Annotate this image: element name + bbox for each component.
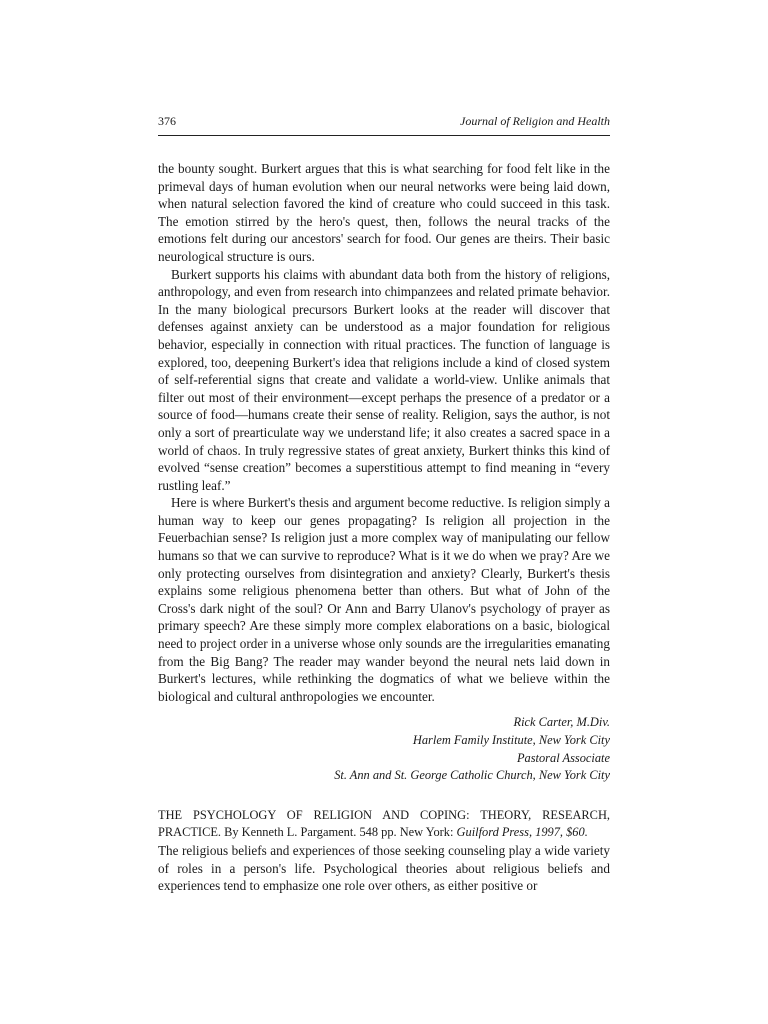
journal-page [158, 0, 610, 1024]
journal-title: Journal of Religion and Health [460, 114, 610, 128]
paragraph-continued: the bounty sought. Burkert argues that this is what searching for food felt like in the primeval days of human evolution when our neural networks were being laid down, when natural selection favored the kind of creature who could succeed in this task. The emotion stirred by the hero's quest, then, follows the neural tracks of the emotions felt during our ancestors' search for food. Our genes are theirs. Their basic neurological structure is ours. [158, 161, 610, 264]
review-heading [158, 807, 610, 842]
reviewer-name: Rick Carter, M.Div. [513, 715, 610, 730]
paragraph: Here is where Burkert's thesis and argument become reductive. Is religion simply a human way to keep our genes propagating? Is religion all projection in the Feuerbachian sense? Is religion just a more complex way of manipulating our fellow humans so that we can survive to reproduce? What is it we do when we pray? Are we only protecting ourselves from disintegration and anxiety? Clearly, Burkert's thesis explains some religious phenomena better than others. But what of John of the Cross's dark night of the soul? Or Ann and Barry Ulanov's psychology of prayer as primary speech? Are these simply more complex elaborations on a basic, biological need to project order in a universe whose only sounds are the irregularities emanating from the Big Bang? The reader may wander beyond the neural nets laid down in Burkert's lectures, while rethinking the dogmatics of what we believe within the biological and cultural anthropologies we encounter. [158, 495, 610, 704]
book-byline: By Kenneth L. Pargament. 548 pp. New York: [224, 825, 454, 840]
book-publisher: Guilford Press, 1997, $60. [456, 825, 588, 840]
review-paragraph: The religious beliefs and experiences of those seeking counseling play a wide variety of roles in a person's life. Psychological theories about religious beliefs and experiences tend to emphasize one role over others, as either positive or [158, 842, 610, 894]
paragraph: Burkert supports his claims with abundant data both from the history of religions, anthropology, and even from research into chimpanzees and related primate behavior. In the many biological precursors Burkert looks at the reader will discover that defenses against anxiety can be understood as a major foundation for religious behavior, especially in connection with ritual practices. The function of language is explored, too, deepening Burkert's idea that religions include a kind of closed system of self-referential signs that create and validate a world-view. Unlike animals that filter out most of their environment—except perhaps the presence of a predator or a source of food—humans create their sense of reality. Religion, says the author, is not only a sort of prearticulate way we understand life; it also creates a sacred space in a world of chaos. In truly regressive states of great anxiety, Burkert thinks this kind of evolved “sense creation” becomes a superstitious attempt to find meaning in “every rustling leaf.” [158, 266, 610, 493]
book-title: THE PSYCHOLOGY OF RELIGION AND COPING: THEORY, RESEARCH, PRACTICE. [158, 807, 610, 840]
page-number: 376 [158, 114, 176, 128]
reviewer-role: Pastoral Associate [516, 750, 610, 765]
header-rule [158, 135, 610, 136]
reviewer-affiliation: Harlem Family Institute, New York City [412, 733, 610, 747]
article-body [158, 160, 610, 895]
reviewer-affiliation: St. Ann and St. George Catholic Church, New York City [334, 768, 610, 783]
reviewer-signature [158, 714, 610, 784]
